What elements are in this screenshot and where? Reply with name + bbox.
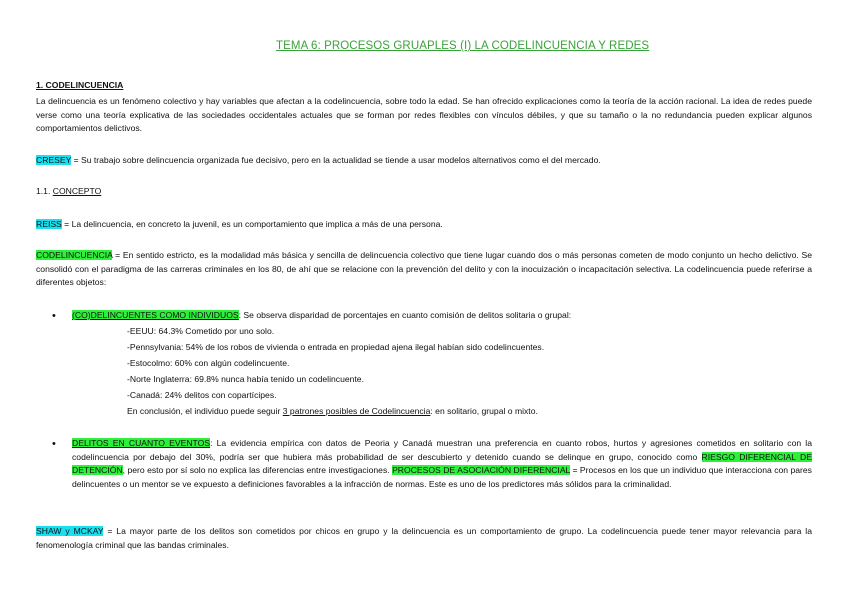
list-item: -Estocolmo: 60% con algún codelincuente.	[127, 358, 290, 368]
eventos-text-3: = Procesos en los que un individuo que interacciona con pares delincuentes o un mentor se ve expuesto a definiciones favorables a la infracción de normas. Este es uno de los predictores más sólidos para la criminalidad.	[72, 465, 812, 489]
list-item: -Pennsylvania: 54% de los robos de vivienda o entrada en propiedad ajena ilegal habían sido codelincuentes.	[127, 342, 545, 352]
codelincuencia-text: = En sentido estricto, es la modalidad más básica y sencilla de delincuencia colectivo que tiene lugar cuando dos o más personas cometen de modo conjunto un hecho delictivo. Se consolidó con el paradigma de las carreras criminales en los 80, de ahí que se relacione con la prevención del delito y con la inocuización o incapacitación selectiva. La codelincuencia puede referirse a diferentes objetos:	[36, 250, 812, 288]
bullet-marker: •	[52, 438, 56, 450]
cresey-text: = Su trabajo sobre delincuencia organizada fue decisivo, pero en la actualidad se tiende a usar modelos alternativos como el del mercado.	[71, 155, 601, 165]
subsection-heading	[36, 185, 812, 199]
individuos-highlight: (CO)DELINCUENTES COMO INDIVIDUOS	[72, 310, 239, 320]
individuos-text: : Se observa disparidad de porcentajes en cuanto comisión de delitos solitaria o grupal:	[238, 310, 572, 320]
reiss-paragraph	[36, 218, 812, 232]
list-item: -Canadá: 24% delitos con copartícipes.	[127, 390, 277, 400]
conclusion-link: 3 patrones posibles de Codelincuencia	[282, 406, 431, 416]
subsection-number: 1.1.	[36, 186, 53, 196]
eventos-text-2: , pero esto por sí solo no explica las diferencias entre investigaciones.	[122, 465, 393, 476]
reiss-text: = La delincuencia, en concreto la juvenil, es un comportamiento que implica a más de una persona.	[61, 219, 443, 229]
section-heading-text: 1. CODELINCUENCIA	[36, 80, 124, 90]
riesgo-highlight: RIESGO DIFERENCIAL DE DETENCIÓN	[72, 451, 812, 476]
bullet-eventos	[72, 437, 812, 491]
bullet-marker: •	[52, 310, 56, 322]
codelincuencia-paragraph	[36, 249, 812, 290]
page-title: TEMA 6: PROCESOS GRUAPLES (I) LA CODELINCUENCIA Y REDES	[276, 40, 650, 52]
asociacion-highlight: PROCESOS DE ASOCIACIÓN DIFERENCIAL	[392, 465, 571, 476]
conclusion-pre: En conclusión, el individuo puede seguir	[127, 406, 283, 416]
shaw-text: = La mayor parte de los delitos son cometidos por chicos en grupo y la delincuencia es un comportamiento de grupo. La codelincuencia puede tener mayor relevancia para la fenomenología criminal que las bandas criminales.	[36, 526, 812, 550]
intro-paragraph: La delincuencia es un fenómeno colectivo y hay variables que afectan a la codelincuencia, sobre todo la edad. Se han ofrecido explicaciones como la teoría de la acción racional. La idea de redes puede verse como una teoría explicativa de las sociedades occidentales actuales que se forman por redes flexibles con vínculos débiles, y que su tamaño o la no redundancia pueden explicar algunos comportamientos delictivos.	[36, 96, 812, 134]
subsection-label: CONCEPTO	[52, 186, 102, 196]
list-item: -EEUU: 64.3% Cometido por uno solo.	[127, 326, 275, 336]
shaw-highlight: SHAW y MCKAY	[36, 526, 104, 536]
cresey-paragraph	[36, 154, 812, 168]
eventos-text-1: : La evidencia empírica con datos de Peoria y Canadá muestran una preferencia en cuanto robos, hurtos y agresiones cometidos en solitario con la codelincuencia por debajo del 30%, podría ser que hubiera más probabilidad de ser descubierto y detenido cuando se delinque en grupo, conocido como	[72, 438, 812, 462]
shaw-paragraph	[36, 525, 812, 552]
list-item: -Norte Inglaterra: 69.8% nunca había tenido un codelincuente.	[127, 374, 364, 384]
codelincuencia-highlight: CODELINCUENCIA	[36, 250, 113, 260]
conclusion-post: : en solitario, grupal o mixto.	[430, 406, 538, 416]
conclusion-line	[127, 405, 538, 419]
cresey-highlight: CRESEY	[36, 155, 72, 165]
section-heading	[36, 79, 812, 93]
reiss-highlight: REISS	[36, 219, 62, 229]
bullet-individuos	[72, 309, 812, 323]
eventos-highlight: DELITOS EN CUANTO EVENTOS	[72, 438, 211, 448]
